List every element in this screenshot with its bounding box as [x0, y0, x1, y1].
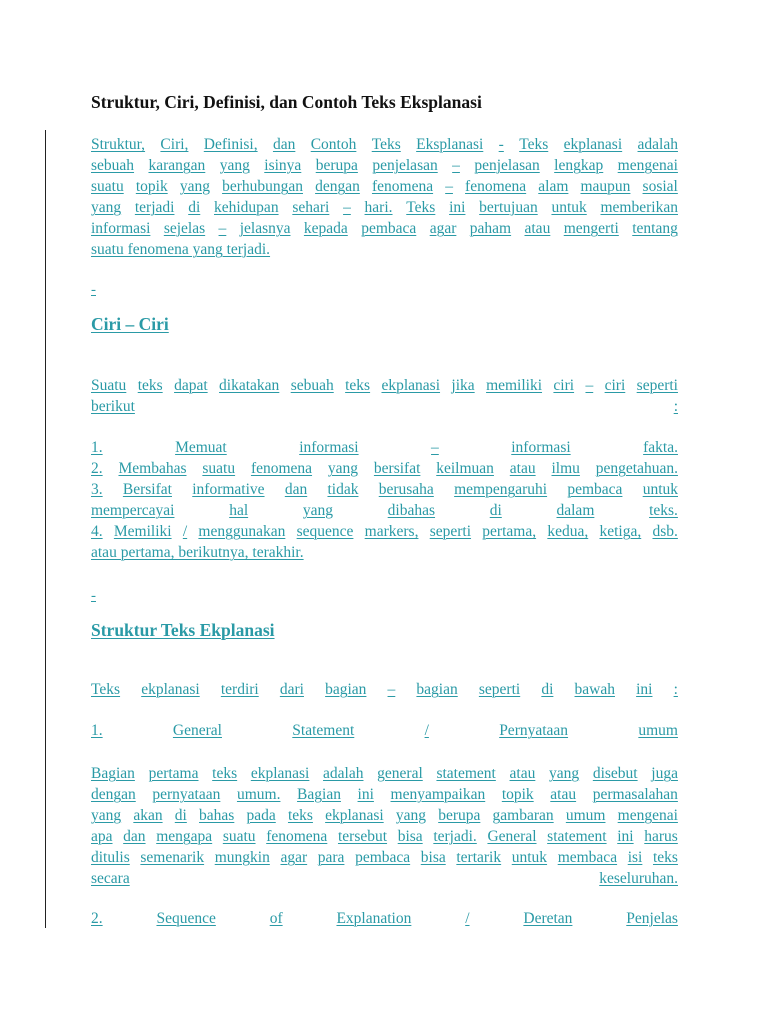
word: dari: [279, 681, 304, 698]
word: dan: [284, 481, 308, 498]
word: markers,: [364, 523, 419, 540]
word: 3.: [91, 481, 103, 498]
word: seperti: [429, 523, 472, 540]
word: berupa: [315, 157, 358, 174]
word: bertujuan: [479, 199, 538, 216]
word: Statement: [292, 722, 355, 739]
word: teks: [137, 377, 163, 394]
word: keilmuan: [436, 460, 494, 477]
word: pertama,: [482, 523, 537, 540]
word: menggunakan: [198, 523, 286, 540]
word: fenomena: [371, 178, 434, 195]
part-1-desc-line: [91, 826, 678, 847]
word: teks.: [649, 502, 678, 519]
word: berupa: [438, 807, 481, 824]
word: ekplanasi: [250, 765, 310, 782]
word: 2.: [91, 910, 103, 927]
word: dalam: [556, 502, 595, 519]
intro-line: [91, 176, 678, 197]
word: secara: [91, 870, 130, 887]
word: ditulis: [91, 849, 130, 866]
word: statement: [547, 828, 607, 845]
word: tidak: [327, 481, 359, 498]
word: –: [445, 178, 453, 195]
word: teks: [345, 377, 371, 394]
left-margin-rule: [45, 130, 46, 928]
word: di: [188, 199, 201, 216]
ciri-list[interactable]: [91, 437, 678, 563]
heading-struktur[interactable]: Struktur Teks Ekplanasi: [91, 620, 275, 640]
word: semenarik: [140, 849, 205, 866]
word: teks: [287, 807, 313, 824]
word: mungkin: [214, 849, 270, 866]
word: seperti: [636, 377, 678, 394]
word: pertama: [148, 765, 199, 782]
word: yang: [91, 199, 122, 216]
word: fenomena: [250, 460, 313, 477]
word: mengerti: [563, 220, 619, 237]
part-1-desc-line: [91, 847, 678, 868]
word: yang: [302, 502, 333, 519]
struktur-intro-line: [91, 679, 678, 700]
word: bagian: [416, 681, 458, 698]
word: isinya: [264, 157, 302, 174]
word: fenomena: [266, 828, 328, 845]
word: umum: [565, 807, 606, 824]
ciri-intro-line: [91, 396, 678, 417]
word: kedua,: [547, 523, 589, 540]
word: /: [182, 523, 188, 540]
word: mempercayai: [91, 502, 175, 519]
word: Penjelas: [626, 910, 678, 927]
word: jika: [451, 377, 475, 394]
word: ekplanasi: [381, 377, 441, 394]
word: sebuah: [91, 157, 135, 174]
word: dapat: [174, 377, 208, 394]
word: berikut: [91, 398, 135, 415]
word: sequence: [296, 523, 354, 540]
word: pernyataan: [152, 786, 221, 803]
word: Eksplanasi: [416, 136, 484, 153]
word: Ciri,: [160, 136, 189, 153]
word: informasi: [511, 439, 571, 456]
word: di: [489, 502, 502, 519]
ciri-item-4-cont: atau pertama, berikutnya, terakhir.: [91, 544, 304, 561]
word: informasi: [299, 439, 359, 456]
word: bagian: [325, 681, 367, 698]
word: pembaca: [355, 849, 411, 866]
word: –: [585, 377, 594, 394]
ciri-item-2: [91, 458, 678, 479]
word: memberikan: [600, 199, 678, 216]
word: karangan: [148, 157, 206, 174]
intro-line: [91, 218, 678, 239]
part-1-title-line: [91, 720, 678, 741]
word: dengan: [315, 178, 360, 195]
word: atau: [524, 220, 551, 237]
ciri-item-4: [91, 521, 678, 542]
word: gambaran: [492, 807, 554, 824]
word: suatu: [91, 178, 124, 195]
word: bahas: [199, 807, 235, 824]
word: dengan: [91, 786, 136, 803]
word: Bagian: [91, 765, 135, 782]
word: Bersifat: [122, 481, 172, 498]
word: tersebut: [337, 828, 388, 845]
word: membaca: [557, 849, 618, 866]
word: informasi: [91, 220, 151, 237]
word: Definisi,: [203, 136, 258, 153]
word: kepada: [303, 220, 348, 237]
word: topik: [501, 786, 534, 803]
word: untuk: [642, 481, 678, 498]
word: of: [269, 910, 283, 927]
word: mempengaruhi: [454, 481, 548, 498]
word: mengenai: [617, 157, 678, 174]
word: harus: [644, 828, 678, 845]
word: General: [172, 722, 222, 739]
intro-line: [91, 155, 678, 176]
word: permasalahan: [592, 786, 678, 803]
word: 1.: [91, 722, 103, 739]
word: paham: [469, 220, 512, 237]
word: general: [377, 765, 423, 782]
word: dan: [272, 136, 296, 153]
word: memiliki: [486, 377, 543, 394]
part-2-title-line: [91, 908, 678, 929]
ciri-intro-line: [91, 375, 678, 396]
word: Struktur,: [91, 136, 146, 153]
part-1-desc-line: [91, 784, 678, 805]
word: yang: [219, 157, 250, 174]
word: lengkap: [554, 157, 604, 174]
word: dsb.: [652, 523, 678, 540]
word: Sequence: [156, 910, 216, 927]
word: sejelas: [163, 220, 206, 237]
word: umum.: [236, 786, 281, 803]
part-1-desc-line: [91, 805, 678, 826]
word: ekplanasi: [563, 136, 623, 153]
word: bisa: [420, 849, 446, 866]
intro-line: [91, 197, 678, 218]
word: maupun: [580, 178, 631, 195]
word: yang: [179, 178, 210, 195]
word: :: [673, 681, 678, 698]
word: hari.: [364, 199, 393, 216]
word: :: [673, 398, 678, 415]
word: penjelasan: [474, 157, 540, 174]
word: Teks: [519, 136, 549, 153]
word: keseluruhan.: [599, 870, 678, 887]
struktur-part-2-title[interactable]: [91, 908, 678, 929]
word: Teks: [406, 199, 436, 216]
word: 2.: [91, 460, 103, 477]
word: terjadi.: [433, 828, 477, 845]
word: dan: [123, 828, 146, 845]
struktur-part-1-title[interactable]: [91, 720, 678, 741]
word: Memiliki: [113, 523, 172, 540]
word: ini: [357, 786, 374, 803]
word: yang: [327, 460, 359, 477]
word: –: [387, 681, 396, 698]
word: alam: [538, 178, 569, 195]
word: adalah: [323, 765, 364, 782]
word: ekplanasi: [141, 681, 200, 698]
word: Teks: [371, 136, 401, 153]
struktur-part-1-desc[interactable]: [91, 763, 678, 889]
word: di: [174, 807, 187, 824]
word: informative: [192, 481, 265, 498]
word: hal: [229, 502, 249, 519]
word: ini: [617, 828, 634, 845]
word: –: [218, 220, 227, 237]
word: untuk: [551, 199, 587, 216]
word: sosial: [642, 178, 678, 195]
word: statement: [436, 765, 496, 782]
word: fakta.: [643, 439, 678, 456]
word: –: [343, 199, 351, 216]
word: –: [431, 439, 439, 456]
word: yang: [549, 765, 580, 782]
word: Bagian: [297, 786, 341, 803]
word: 1.: [91, 439, 103, 456]
word: pengetahuan.: [595, 460, 678, 477]
word: Explanation: [336, 910, 412, 927]
word: teks: [212, 765, 238, 782]
heading-ciri[interactable]: Ciri – Ciri: [91, 314, 169, 334]
word: Membahas: [118, 460, 187, 477]
word: ekplanasi: [325, 807, 384, 824]
word: teks: [652, 849, 678, 866]
separator-dash[interactable]: -: [91, 282, 96, 298]
word: atau: [509, 765, 536, 782]
word: berhubungan: [222, 178, 303, 195]
word: untuk: [511, 849, 548, 866]
word: Teks: [91, 681, 121, 698]
word: 4.: [91, 523, 103, 540]
word: adalah: [637, 136, 678, 153]
word: atau: [550, 786, 577, 803]
word: akan: [133, 807, 163, 824]
intro-line: [91, 134, 678, 155]
word: ini: [636, 681, 653, 698]
part-1-desc-line: [91, 763, 678, 784]
word: umum: [638, 722, 678, 739]
word: yang: [91, 807, 122, 824]
word: Contoh: [310, 136, 357, 153]
word: mengenai: [617, 807, 678, 824]
word: yang: [395, 807, 426, 824]
word: berusaha: [378, 481, 434, 498]
word: ciri: [553, 377, 575, 394]
word: fenomena: [465, 178, 527, 195]
word: bersifat: [373, 460, 421, 477]
word: mengapa: [156, 828, 213, 845]
word: topik: [135, 178, 168, 195]
intro-line: suatu fenomena yang terjadi.: [91, 241, 271, 258]
word: Memuat: [175, 439, 227, 456]
word: ketiga,: [599, 523, 642, 540]
separator-dash[interactable]: -: [91, 588, 96, 604]
word: jelasnya: [239, 220, 291, 237]
word: –: [452, 157, 460, 174]
word: dibahas: [387, 502, 436, 519]
word: Suatu: [91, 377, 127, 394]
word: atau: [509, 460, 536, 477]
word: bisa: [397, 828, 423, 845]
word: suatu: [222, 828, 256, 845]
ciri-intro[interactable]: [91, 375, 678, 417]
ciri-item-3-cont: [91, 500, 678, 521]
intro-paragraph[interactable]: [91, 134, 678, 260]
word: kehidupan: [214, 199, 279, 216]
word: suatu: [202, 460, 236, 477]
word: bawah: [574, 681, 615, 698]
word: dikatakan: [219, 377, 280, 394]
word: penjelasan: [372, 157, 438, 174]
word: General: [487, 828, 537, 845]
word: pembaca: [567, 481, 623, 498]
word: agar: [429, 220, 457, 237]
word: Pernyataan: [499, 722, 569, 739]
word: tertarik: [456, 849, 502, 866]
word: /: [465, 910, 470, 927]
word: seperti: [478, 681, 521, 698]
word: para: [317, 849, 345, 866]
word: apa: [91, 828, 113, 845]
word: Deretan: [523, 910, 573, 927]
word: di: [541, 681, 554, 698]
word: agar: [280, 849, 308, 866]
word: ciri: [604, 377, 626, 394]
word: terdiri: [220, 681, 259, 698]
word: pembaca: [361, 220, 417, 237]
part-1-desc-line: [91, 868, 678, 889]
word: ini: [449, 199, 466, 216]
word: juga: [651, 765, 678, 782]
word: ilmu: [551, 460, 580, 477]
word: sebuah: [290, 377, 334, 394]
ciri-item-1: [91, 437, 678, 458]
word: pada: [246, 807, 276, 824]
word: tentang: [632, 220, 678, 237]
word: disebut: [592, 765, 638, 782]
word: menyampaikan: [390, 786, 486, 803]
word: -: [498, 136, 504, 153]
struktur-intro[interactable]: [91, 679, 678, 700]
word: sehari: [292, 199, 330, 216]
document-title: Struktur, Ciri, Definisi, dan Contoh Teks Eksplanasi: [91, 92, 482, 112]
word: /: [424, 722, 429, 739]
word: isi: [627, 849, 643, 866]
word: terjadi: [134, 199, 175, 216]
ciri-item-3: [91, 479, 678, 500]
